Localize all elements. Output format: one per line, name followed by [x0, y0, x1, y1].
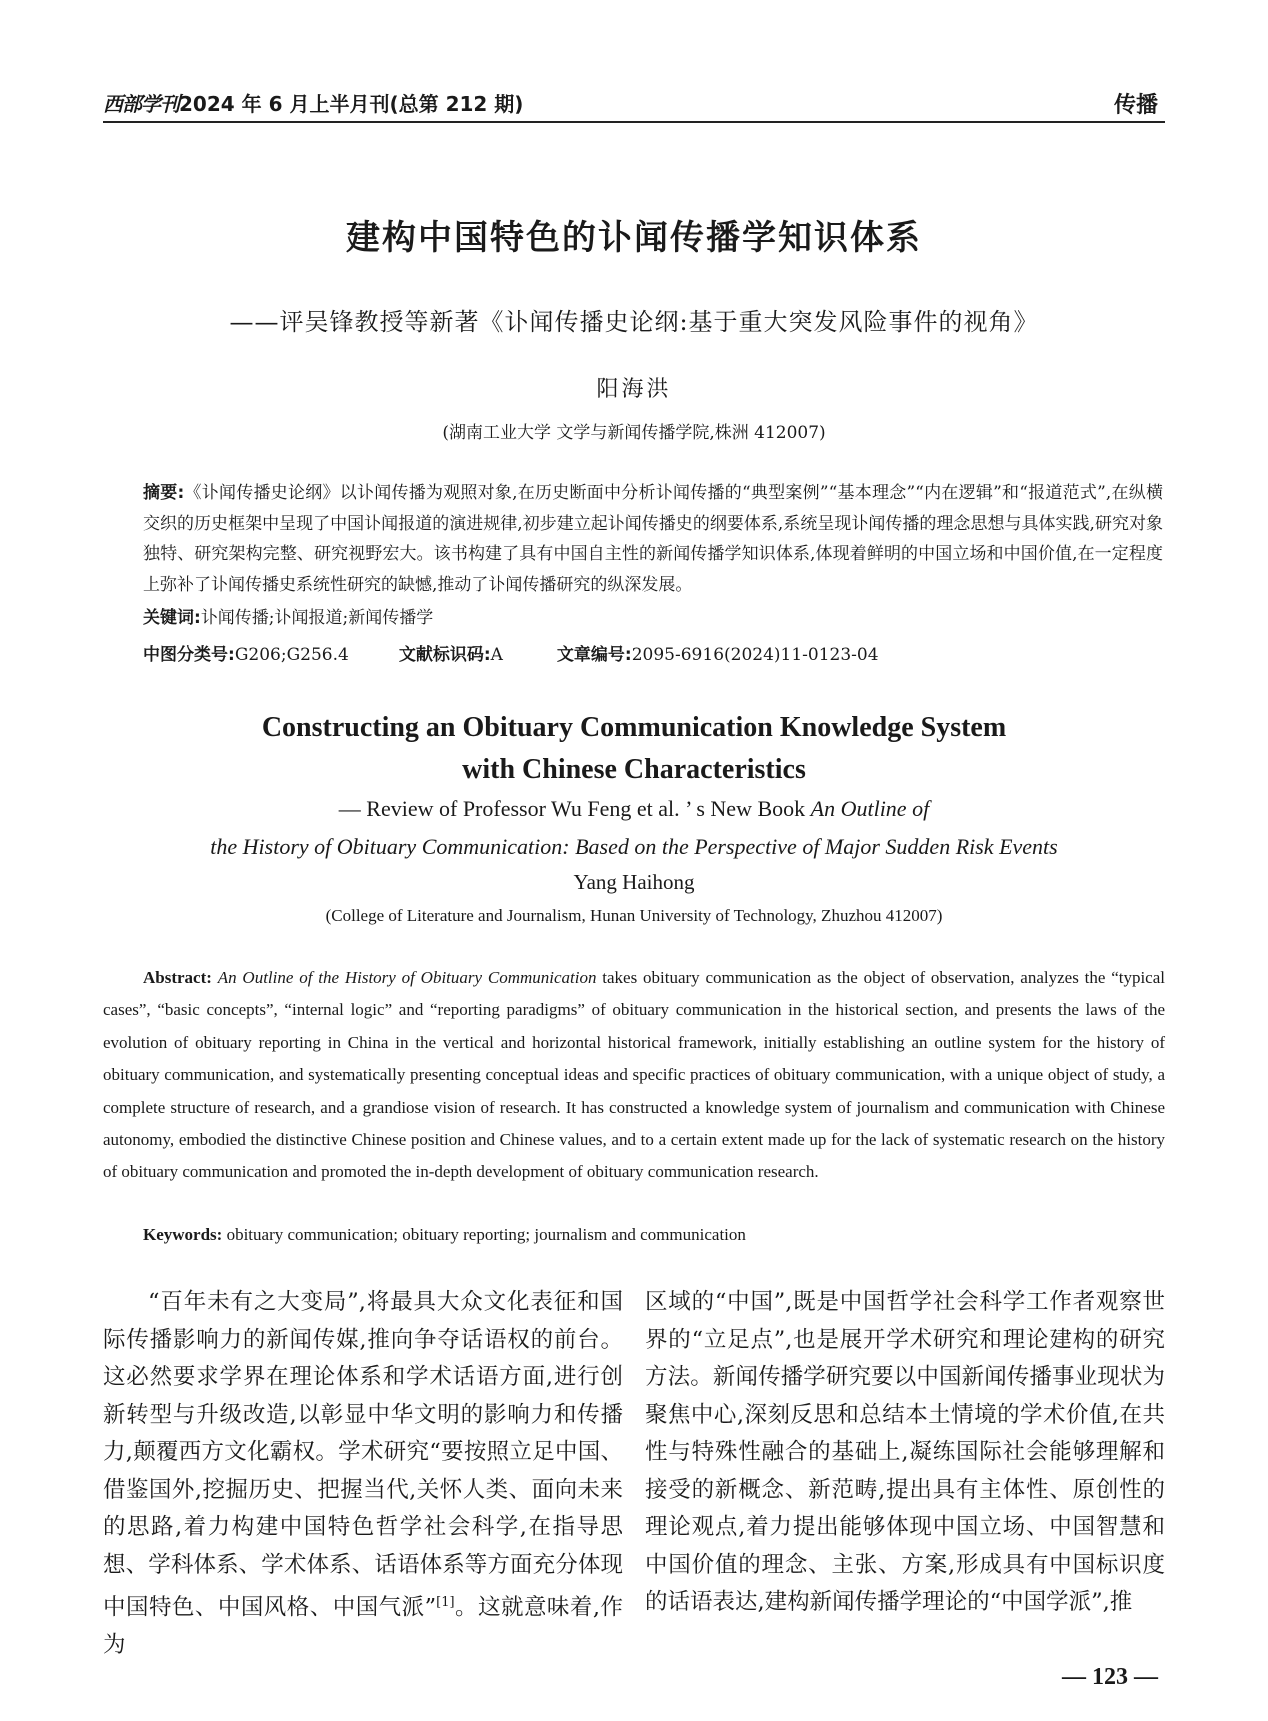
article-title-cn: 建构中国特色的讣闻传播学知识体系 [346, 218, 922, 258]
keywords-cn-label: 关键词: [143, 608, 201, 628]
article-subtitle-en [0, 790, 1268, 866]
subtitle-en-prefix: — Review of Professor Wu Feng et al. ’ s New Book [338, 796, 811, 821]
subtitle-en-book-part2: the History of Obituary Communication: Based on the Perspective of Major Sudden Risk Events [210, 834, 1058, 859]
keywords-cn [143, 603, 433, 628]
issue-info: 2024 年 6 月上半月刊(总第 212 期) [179, 92, 524, 116]
citation-ref: [1] [436, 1595, 455, 1610]
article-number-value: 2095-6916(2024)11-0123-04 [631, 645, 879, 665]
body-left-text: “百年未有之大变局”,将最具大众文化表征和国际传播影响力的新闻传媒,推向争夺话语权的前台。这必然要求学界在理论体系和学术话语方面,进行创新转型与升级改造,以彰显中华文明的影响力和传播力,颠覆西方文化霸权。学术研究“要按照立足中国、借鉴国外,挖掘历史、把握当代,关怀人类、面向未来的思路,着力构建中国特色哲学社会科学,在指导思想、学科体系、学术体系、话语体系等方面充分体现中国特色、中国风格、中国气派” [103, 1289, 623, 1621]
author-en: Yang Haihong [573, 870, 695, 894]
doc-code-value: A [490, 645, 503, 665]
abstract-en-text: takes obituary communication as the object of observation, analyzes the “typical cases”, “basic concepts”, “internal logic” and “reporting paradigms” of obituary communication in the historical section, and presents the laws of the evolution of obituary reporting in China in the vertical and horizontal historical framework, initially establishing an outline system for the history of obituary communication, and systematically presenting conceptual ideas and specific practices of obituary communication, with a unique object of study, a complete structure of research, and a grandiose vision of research. It has constructed a knowledge system of journalism and communication with Chinese autonomy, embodied the distinctive Chinese position and Chinese values, and to a certain extent made up for the lack of systematic research on the history of obituary communication and promoted the in-depth development of obituary communication research. [103, 968, 1165, 1182]
abstract-cn [143, 478, 1163, 600]
doc-code-label: 文献标识码: [398, 645, 491, 665]
keywords-cn-text: 讣闻传播;讣闻报道;新闻传播学 [200, 608, 434, 628]
article-subtitle-cn: ——评吴锋教授等新著《讣闻传播史论纲:基于重大突发风险事件的视角》 [229, 308, 1039, 336]
article-number-label: 文章编号: [556, 645, 632, 665]
keywords-en-text: obituary communication; obituary reporting; journalism and communication [226, 1225, 746, 1244]
running-header [103, 88, 523, 117]
body-left-tail: 。这就意味着,作为 [103, 1594, 623, 1658]
page-number: — 123 — [1062, 1664, 1158, 1690]
body-column-left [103, 1284, 623, 1665]
article-title-en [0, 707, 1268, 791]
article-title-en-line1: Constructing an Obituary Communication Knowledge System [261, 712, 1007, 743]
clc-value: G206;G256.4 [234, 645, 349, 665]
keywords-en-label: Keywords: [143, 1225, 223, 1244]
abstract-en-book-title: An Outline of the History of Obituary Communication [217, 968, 597, 987]
abstract-en-label: Abstract: [143, 968, 212, 987]
subtitle-en-book-part1: An Outline of [810, 796, 930, 821]
affiliation-en: (College of Literature and Journalism, Hunan University of Technology, Zhuzhou 412007) [325, 906, 943, 925]
clc-label: 中图分类号: [143, 645, 235, 665]
body-right-text: 区域的“中国”,既是中国哲学社会科学工作者观察世界的“立足点”,也是展开学术研究和理论建构的研究方法。新闻传播学研究要以中国新闻传播事业现状为聚焦中心,深刻反思和总结本土情境的学术价值,在共性与特殊性融合的基础上,凝练国际社会能够理解和接受的新概念、新范畴,提出具有主体性、原创性的理论观点,着力提出能够体现中国立场、中国智慧和中国价值的理念、主张、方案,形成具有中国标识度的话语表达,建构新闻传播学理论的“中国学派”,推 [645, 1289, 1165, 1615]
abstract-cn-label: 摘要: [143, 483, 185, 503]
body-column-right [645, 1284, 1165, 1622]
affiliation-cn: (湖南工业大学 文学与新闻传播学院,株洲 412007) [442, 423, 826, 443]
abstract-cn-text: 《讣闻传播史论纲》以讣闻传播为观照对象,在历史断面中分析讣闻传播的“典型案例”“基本理念”“内在逻辑”和“报道范式”,在纵横交织的历史框架中呈现了中国讣闻报道的演进规律,初步建立起讣闻传播史的纲要体系,系统呈现讣闻传播的理念思想与具体实践,研究对象独特、研究架构完整、研究视野宏大。该书构建了具有中国自主性的新闻传播学知识体系,体现着鲜明的中国立场和中国价值,在一定程度上弥补了讣闻传播史系统性研究的缺憾,推动了讣闻传播研究的纵深发展。 [143, 483, 1163, 595]
article-title-en-line2: with Chinese Characteristics [462, 754, 806, 785]
header-rule [103, 121, 1165, 123]
abstract-en [103, 962, 1165, 1189]
section-label: 传播 [1113, 93, 1158, 118]
author-cn: 阳海洪 [596, 377, 672, 402]
journal-logo: 西部学刊 [103, 92, 179, 116]
keywords-en [143, 1225, 746, 1245]
classification-line [143, 640, 879, 665]
